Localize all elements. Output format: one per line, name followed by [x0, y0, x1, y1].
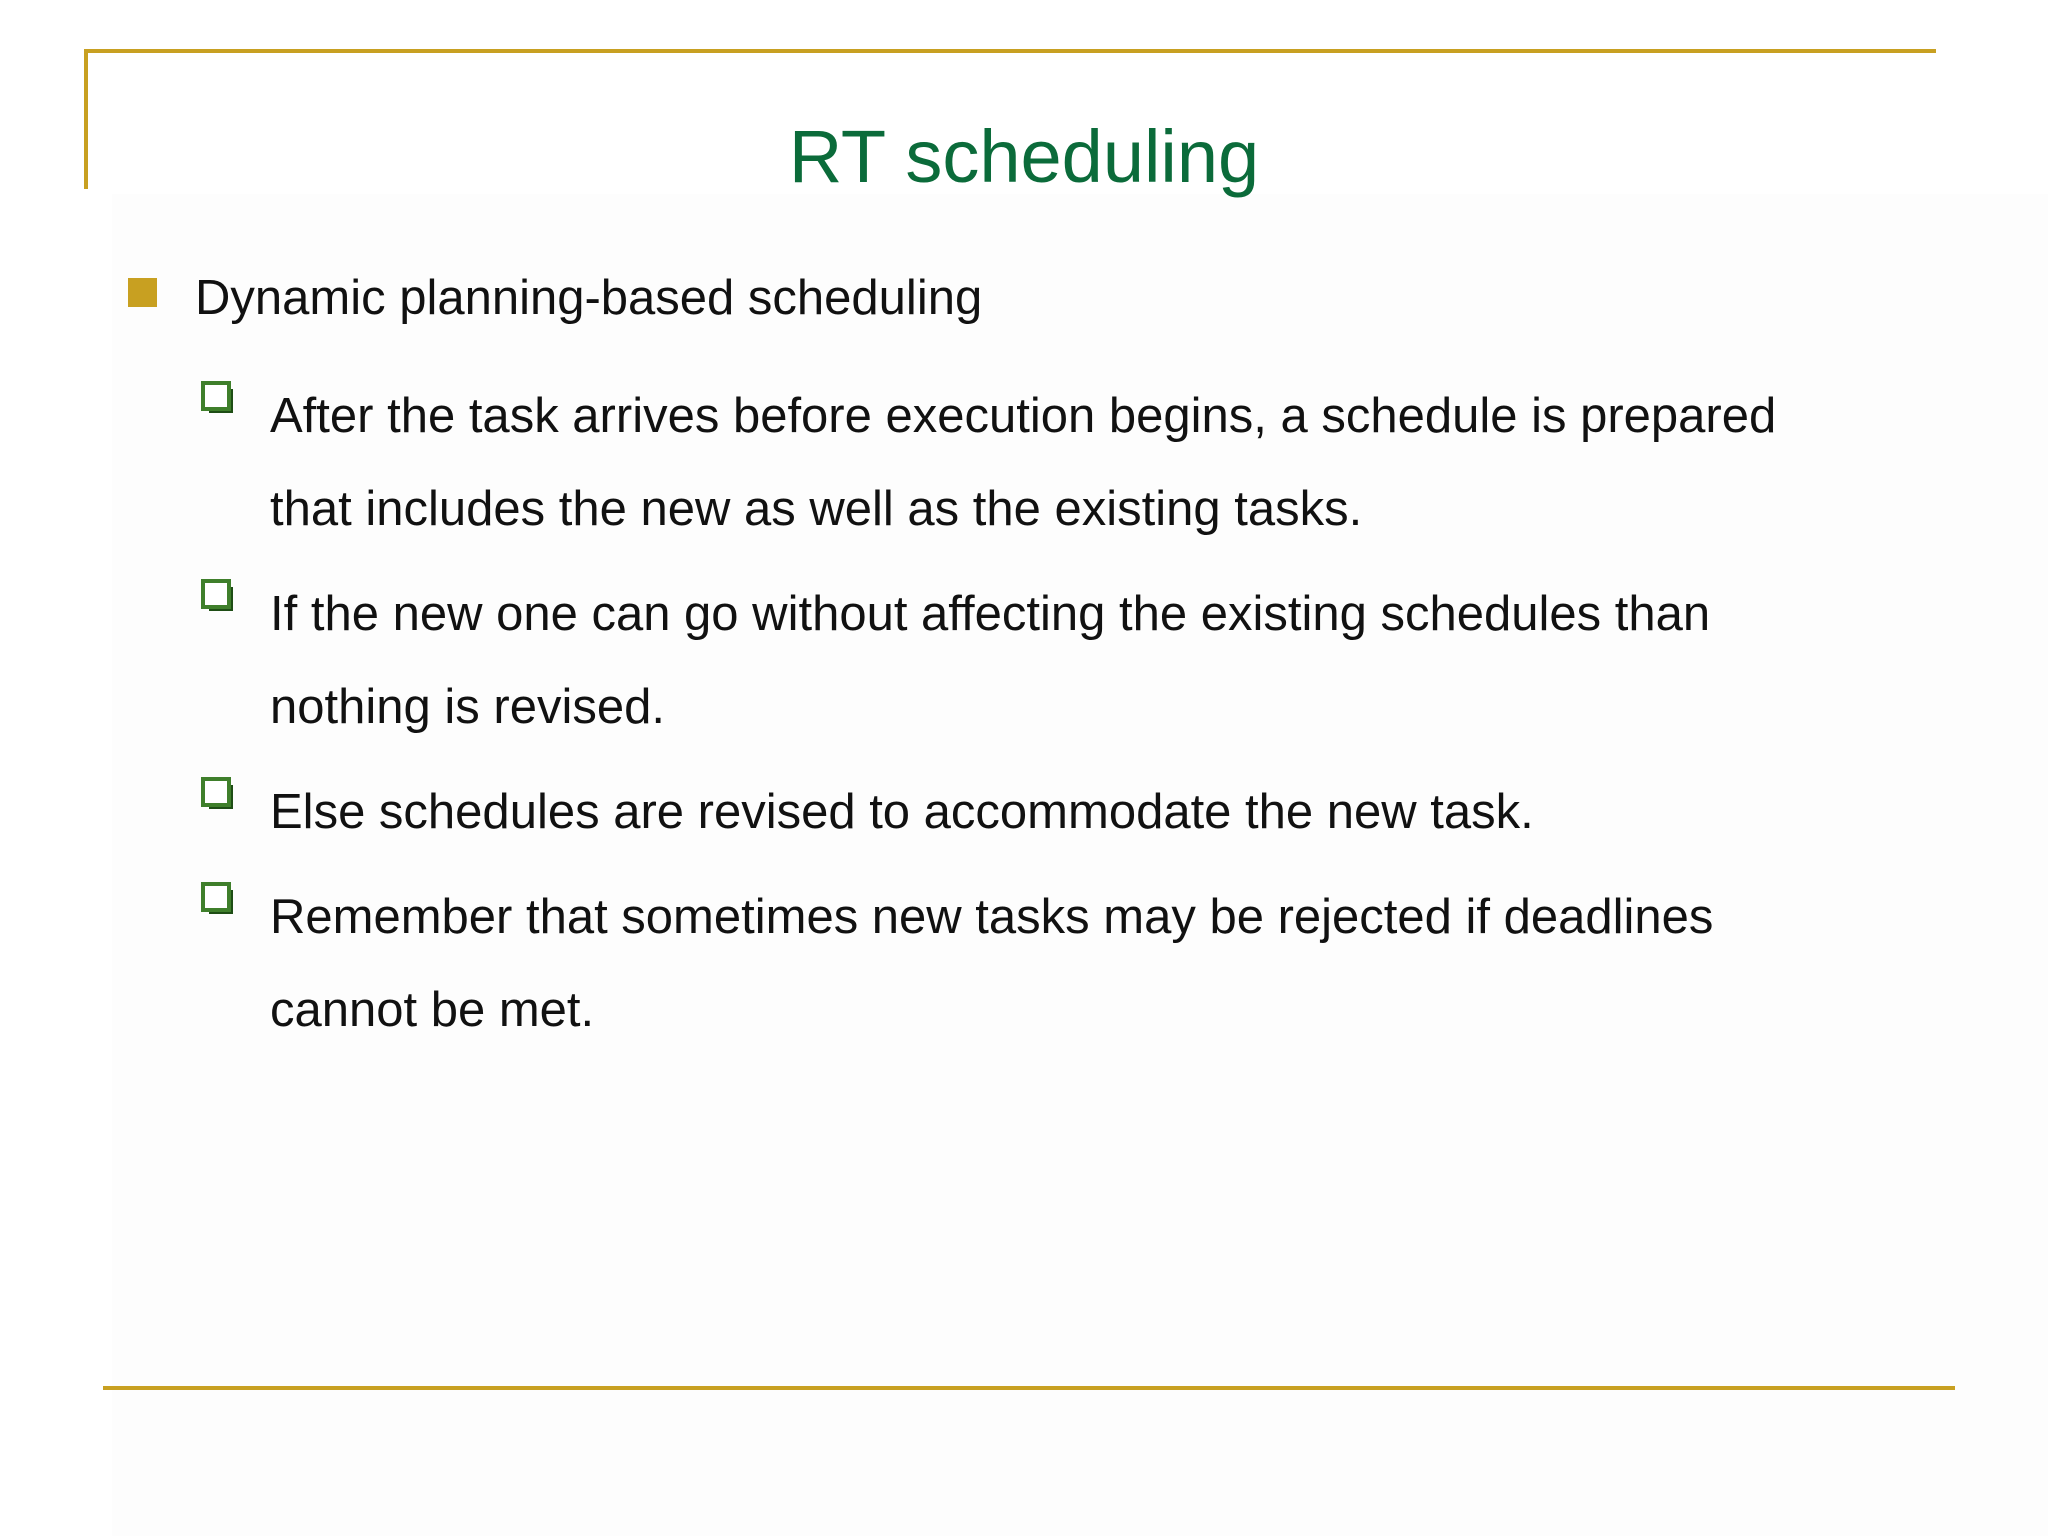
list-item-line-1: Remember that sometimes new tasks may be rejected if deadlines — [270, 890, 1714, 944]
list-item — [200, 568, 1900, 754]
list-item-line-1: If the new one can go without affecting the existing schedules than — [270, 587, 1711, 641]
list-item — [200, 766, 1900, 859]
top-frame-rule — [84, 49, 1936, 53]
square-bullet-icon — [128, 278, 157, 307]
list-item — [200, 370, 1900, 556]
checkbox-bullet-icon — [201, 777, 235, 811]
bottom-frame-rule — [103, 1386, 1955, 1390]
list-item-line-2: that includes the new as well as the existing tasks. — [270, 482, 1363, 536]
list-item — [200, 871, 1900, 1057]
slide-title: RT scheduling — [788, 115, 1260, 198]
bullet-text: Dynamic planning-based scheduling — [195, 271, 983, 325]
checkbox-bullet-icon — [201, 381, 235, 415]
list-item-line-2: cannot be met. — [270, 983, 595, 1037]
checkbox-bullet-icon — [201, 579, 235, 613]
list-item-line-1: After the task arrives before execution begins, a schedule is prepared — [270, 389, 1777, 443]
list-item-line-1: Else schedules are revised to accommodate the new task. — [270, 785, 1534, 839]
sub-bullet-list — [200, 370, 1900, 1069]
list-item-line-2: nothing is revised. — [270, 680, 665, 734]
checkbox-bullet-icon — [201, 882, 235, 916]
